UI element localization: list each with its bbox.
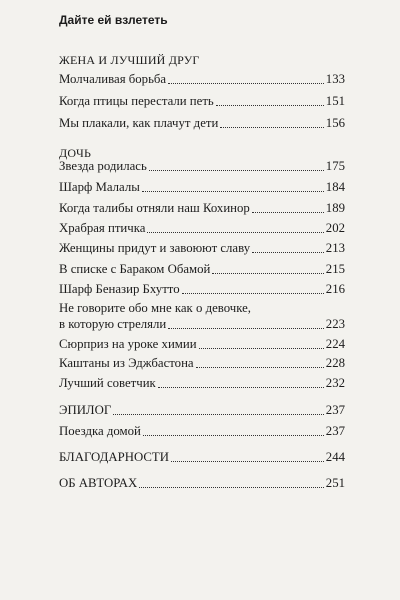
toc-entry-title: Молчаливая борьба: [59, 72, 167, 86]
toc-entry-title: Женщины придут и завоюют славу: [59, 241, 251, 255]
toc-entry[interactable]: [59, 115, 345, 131]
running-head: Дайте ей взлететь: [59, 13, 168, 27]
toc-entry[interactable]: [59, 93, 345, 109]
toc-entry-page: 224: [325, 337, 345, 351]
toc-entry-page: 216: [325, 282, 345, 296]
toc-entry[interactable]: [59, 375, 345, 391]
toc-entry-title: Лучший советчик: [59, 376, 156, 390]
toc-entry-page: 237: [325, 424, 345, 438]
toc-entry-line2: [59, 316, 345, 332]
toc-entry-page: 213: [325, 241, 345, 255]
toc-entry[interactable]: [59, 71, 345, 87]
section-heading-wife: ЖЕНА И ЛУЧШИЙ ДРУГ: [59, 53, 200, 67]
toc-entry-title: Храбрая птичка: [59, 221, 146, 235]
toc-entry[interactable]: [59, 402, 345, 418]
dot-leader: [113, 414, 324, 415]
toc-entry-page: 175: [325, 159, 345, 173]
toc-entry-page: 184: [325, 180, 345, 194]
toc-entry-title: Каштаны из Эджбастона: [59, 356, 194, 370]
toc-entry-title: ОБ АВТОРАХ: [59, 476, 138, 490]
toc-entry[interactable]: [59, 475, 345, 491]
section-heading-daughter: ДОЧЬ: [59, 146, 92, 160]
toc-entry-page: 237: [325, 403, 345, 417]
dot-leader: [252, 252, 324, 253]
dot-leader: [182, 293, 324, 294]
dot-leader: [143, 435, 324, 436]
dot-leader: [158, 387, 324, 388]
dot-leader: [139, 487, 324, 488]
toc-entry-page: 232: [325, 376, 345, 390]
dot-leader: [220, 127, 323, 128]
dot-leader: [216, 105, 324, 106]
toc-entry-page: 223: [325, 317, 345, 331]
toc-entry[interactable]: [59, 423, 345, 439]
dot-leader: [212, 273, 323, 274]
dot-leader: [171, 461, 324, 462]
toc-entry[interactable]: [59, 300, 345, 332]
dot-leader: [168, 328, 324, 329]
toc-entry-title: БЛАГОДАРНОСТИ: [59, 450, 169, 464]
toc-entry[interactable]: [59, 336, 345, 352]
toc-entry[interactable]: [59, 240, 345, 256]
toc-entry[interactable]: [59, 200, 345, 216]
toc-entry-title: Поездка домой: [59, 424, 141, 438]
toc-entry-page: 202: [325, 221, 345, 235]
toc-entry-title: Сюрприз на уроке химии: [59, 337, 197, 351]
toc-entry-page: 228: [325, 356, 345, 370]
toc-entry-title: Когда талибы отняли наш Кохинор: [59, 201, 250, 215]
dot-leader: [149, 170, 324, 171]
toc-entry-page: 244: [325, 450, 345, 464]
toc-entry[interactable]: [59, 355, 345, 371]
dot-leader: [142, 191, 324, 192]
toc-entry-page: 133: [325, 72, 345, 86]
dot-leader: [196, 367, 324, 368]
dot-leader: [147, 232, 323, 233]
toc-entry[interactable]: [59, 220, 345, 236]
toc-entry-title: Когда птицы перестали петь: [59, 94, 214, 108]
dot-leader: [252, 212, 324, 213]
toc-entry-page: 151: [325, 94, 345, 108]
toc-entry-title-line1: Не говорите обо мне как о девочке,: [59, 301, 251, 315]
toc-entry-page: 189: [325, 201, 345, 215]
toc-entry-page: 251: [325, 476, 345, 490]
toc-entry[interactable]: [59, 281, 345, 297]
toc-entry[interactable]: [59, 158, 345, 174]
toc-entry-title: Шарф Беназир Бхутто: [59, 282, 180, 296]
toc-entry[interactable]: [59, 449, 345, 465]
toc-entry[interactable]: [59, 179, 345, 195]
toc-entry-title: Мы плакали, как плачут дети: [59, 116, 219, 130]
toc-entry-title: Шарф Малалы: [59, 180, 140, 194]
toc-entry-title: Звезда родилась: [59, 159, 147, 173]
dot-leader: [199, 348, 324, 349]
toc-entry[interactable]: [59, 261, 345, 277]
dot-leader: [168, 83, 324, 84]
toc-entry-page: 156: [325, 116, 345, 130]
toc-entry-title: В списке с Бараком Обамой: [59, 262, 211, 276]
toc-entry-page: 215: [325, 262, 345, 276]
toc-entry-title: в которую стреляли: [59, 317, 167, 331]
toc-entry-title: ЭПИЛОГ: [59, 403, 112, 417]
